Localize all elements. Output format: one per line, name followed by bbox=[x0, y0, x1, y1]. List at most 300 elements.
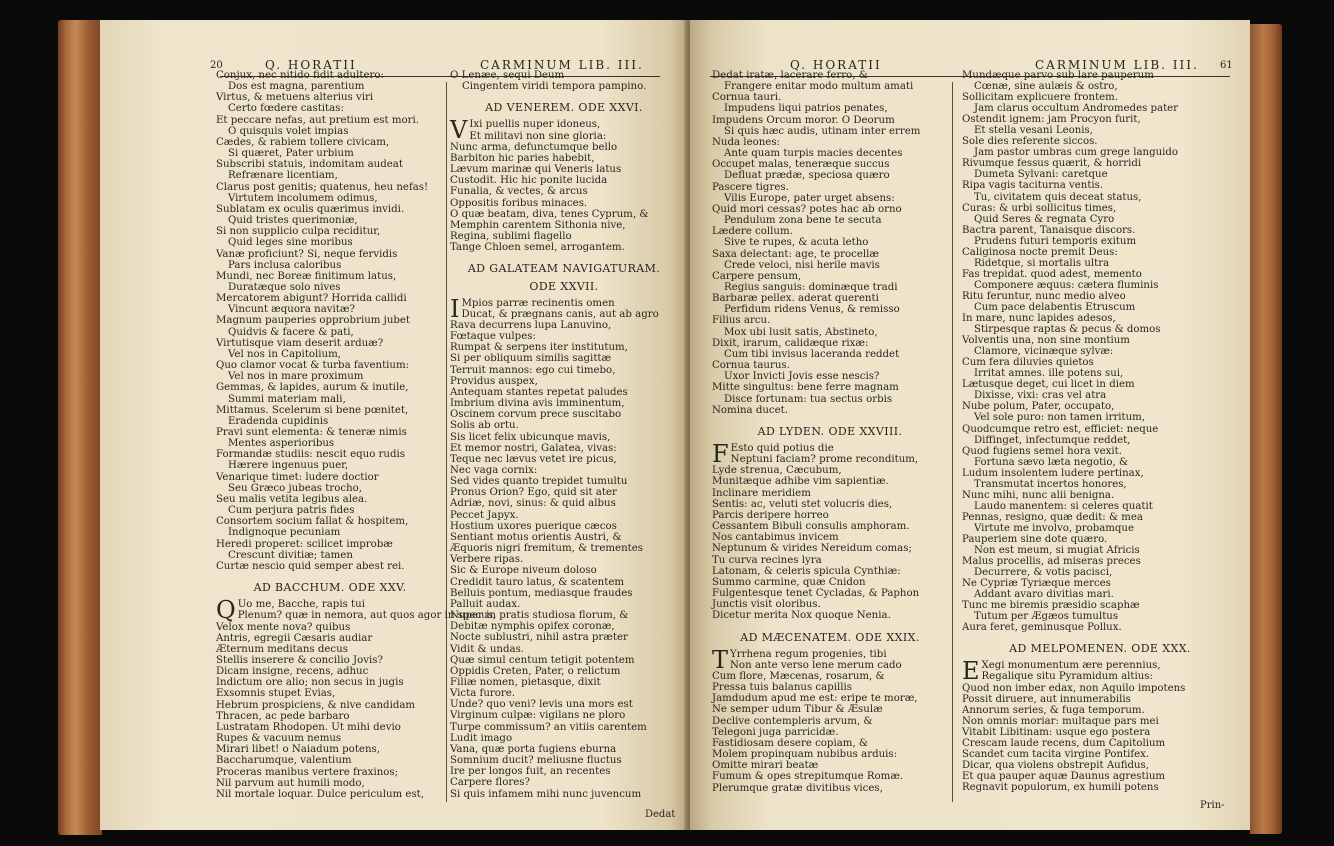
verse-text: Curtæ nescio quid semper abest rei. bbox=[216, 560, 405, 572]
verse-line bbox=[216, 371, 444, 382]
verse-line bbox=[216, 711, 444, 722]
verse-line bbox=[962, 335, 1238, 346]
verse-line bbox=[450, 164, 678, 175]
verse-text: Stellis inserere & concilio Jovis? bbox=[216, 654, 383, 666]
verse-text: Perfidum ridens Venus, & remisso bbox=[724, 304, 900, 316]
verse-line bbox=[712, 215, 948, 226]
verse-text: Lævum marinæ qui Veneris latus bbox=[450, 164, 622, 176]
verse-line bbox=[712, 315, 948, 326]
verse-line bbox=[962, 324, 1238, 335]
verse-line bbox=[450, 454, 678, 465]
running-head-left: Q. HORATII bbox=[265, 58, 357, 72]
verse-text: Barbiton hic paries habebit, bbox=[450, 152, 595, 164]
verse-line bbox=[450, 543, 678, 554]
verse-line bbox=[216, 304, 444, 315]
verse-text: Cum flore, Mæcenas, rosarum, & bbox=[712, 670, 885, 682]
verse-text: Fastidiosam desere copiam, & bbox=[712, 737, 868, 749]
verse-line bbox=[450, 699, 678, 710]
verse-text: Consortem socium fallat & hospitem, bbox=[216, 516, 409, 528]
verse-text: Ripa vagis taciturna ventis. bbox=[962, 180, 1104, 192]
verse-text: Providus auspex, bbox=[450, 375, 538, 387]
verse-line bbox=[216, 405, 444, 416]
verse-text: Adriæ, novi, sinus: & quid albus bbox=[450, 498, 616, 510]
verse-line bbox=[450, 476, 678, 487]
verse-line bbox=[216, 516, 444, 527]
verse-text: Possit diruere, aut innumerabilis bbox=[962, 693, 1131, 705]
verse-text: Dicam insigne, recens, adhuc bbox=[216, 666, 369, 678]
verse-line bbox=[962, 103, 1238, 114]
verse-line bbox=[450, 186, 678, 197]
verse-text: Pennas, resigno, quæ dedit: & mea bbox=[962, 511, 1143, 523]
verse-line bbox=[712, 760, 948, 771]
verse-text: Vanæ proficiunt? Si, neque fervidis bbox=[216, 248, 398, 260]
verse-text: Indignoque pecuniam bbox=[228, 527, 341, 539]
verse-text: Fœtaque vulpes: bbox=[450, 331, 536, 343]
verse-line bbox=[962, 247, 1238, 258]
verse-text: Ne Cypriæ Tyriæque merces bbox=[962, 578, 1111, 590]
verse-text: Lustratam Rhodopen. Ut mihi devio bbox=[216, 721, 401, 733]
verse-text: Sole dies referente siccos. bbox=[962, 136, 1098, 148]
verse-line bbox=[450, 789, 678, 800]
verse-line bbox=[450, 610, 678, 621]
verse-line bbox=[450, 387, 678, 398]
verse-line bbox=[216, 483, 444, 494]
verse-line bbox=[962, 567, 1238, 578]
verse-text: Pascere tigres. bbox=[712, 181, 789, 193]
verse-text: Virtute me involvo, probamque bbox=[974, 522, 1134, 534]
verse-line bbox=[962, 705, 1238, 716]
verse-line bbox=[216, 622, 444, 633]
book-fore-edge-right bbox=[1250, 24, 1282, 834]
verse-line bbox=[962, 313, 1238, 324]
verse-text: Sis licet felix ubicunque mavis, bbox=[450, 431, 611, 443]
verse-line bbox=[216, 610, 497, 622]
verse-line bbox=[450, 242, 678, 253]
verse-text: Irritat amnes. ille potens sui, bbox=[974, 368, 1124, 380]
verse-line bbox=[216, 170, 444, 181]
verse-line bbox=[962, 180, 1238, 191]
verse-text: Virginum culpæ: vigilans ne ploro bbox=[450, 710, 626, 722]
verse-line bbox=[216, 193, 444, 204]
verse-text: Dixisse, vixi: cras vel atra bbox=[974, 390, 1107, 402]
verse-line bbox=[450, 599, 678, 610]
verse-line bbox=[450, 175, 678, 186]
verse-text: Gemmas, & lapides, aurum & inutile, bbox=[216, 382, 409, 394]
verse-line bbox=[712, 170, 948, 181]
drop-cap: F bbox=[712, 440, 729, 468]
verse-line bbox=[450, 432, 678, 443]
verse-line bbox=[450, 755, 678, 766]
verse-text: Lætusque deget, cui licet in diem bbox=[962, 379, 1135, 391]
verse-text: Ante quam turpis macies decentes bbox=[724, 148, 903, 160]
verse-line bbox=[712, 716, 948, 727]
verse-line bbox=[712, 532, 948, 543]
right-page bbox=[690, 20, 1250, 830]
verse-line bbox=[962, 716, 1238, 727]
verse-text: Memphin carentem Sithonia nive, bbox=[450, 219, 626, 231]
verse-text: Impudens Orcum moror. O Deorum bbox=[712, 114, 895, 126]
verse-text: Si non supplicio culpa reciditur, bbox=[216, 226, 381, 238]
verse-text: Ludit imago bbox=[450, 732, 513, 744]
verse-text: Non ante verso lene merum cado bbox=[730, 659, 902, 671]
right-column-2 bbox=[962, 70, 1238, 793]
verse-line bbox=[962, 589, 1238, 600]
verse-text: Parcis deripere horreo bbox=[712, 509, 829, 521]
verse-text: Victa furore. bbox=[450, 688, 516, 700]
verse-text: Saxa delectant: age, te procellæ bbox=[712, 248, 879, 260]
verse-text: Rava decurrens lupa Lanuvino, bbox=[450, 319, 612, 331]
verse-text: Neptunum & virides Nereidum comas; bbox=[712, 543, 912, 555]
verse-line bbox=[216, 416, 444, 427]
verse-line bbox=[712, 137, 948, 148]
page-number: 20 bbox=[210, 60, 223, 71]
verse-text: Laudo manentem: si celeres quatit bbox=[974, 500, 1153, 512]
verse-line bbox=[450, 532, 678, 543]
verse-text: Componere æquus: cætera fluminis bbox=[974, 279, 1159, 291]
verse-text: Barbaræ pellex. aderat querenti bbox=[712, 293, 879, 305]
verse-line bbox=[962, 501, 1238, 512]
verse-line bbox=[962, 457, 1238, 468]
verse-text: Si quis infamem mihi nunc juvencum bbox=[450, 788, 642, 800]
verse-line bbox=[962, 269, 1238, 280]
verse-text: Junctis visit oloribus. bbox=[712, 599, 821, 611]
column-rule bbox=[446, 82, 447, 802]
verse-text: Baccharumque, valentium bbox=[216, 755, 352, 767]
verse-text: Quod fugiens semel hora vexit. bbox=[962, 445, 1122, 457]
verse-text: Caliginosa nocte premit Deus: bbox=[962, 246, 1118, 258]
verse-text: Vana, quæ porta fugiens eburna bbox=[450, 743, 617, 755]
verse-line bbox=[712, 394, 948, 405]
verse-line bbox=[216, 561, 444, 572]
verse-line bbox=[216, 70, 444, 81]
verse-line bbox=[450, 70, 678, 81]
verse-text: Turpe commissum? an vitiis carentem bbox=[450, 721, 647, 733]
verse-line bbox=[962, 125, 1238, 136]
verse-line bbox=[216, 733, 444, 744]
verse-line bbox=[450, 510, 678, 521]
verse-line bbox=[962, 236, 1238, 247]
verse-text: Virtutem incolumem odimus, bbox=[228, 192, 378, 204]
verse-text: Venarique timet: ludere doctior bbox=[216, 471, 379, 483]
verse-line bbox=[962, 738, 1238, 749]
verse-line bbox=[216, 460, 444, 471]
verse-line bbox=[216, 282, 444, 293]
verse-line bbox=[962, 92, 1238, 103]
verse-line bbox=[962, 727, 1238, 738]
verse-line bbox=[216, 226, 444, 237]
drop-cap: Q bbox=[216, 596, 236, 625]
verse-text: Vilis Europe, pater urget absens: bbox=[724, 192, 895, 204]
verse-text: Heredi properet: scilicet improbæ bbox=[216, 538, 393, 550]
verse-line bbox=[962, 412, 1238, 423]
verse-line bbox=[712, 771, 948, 782]
verse-text: O quisquis volet impias bbox=[228, 125, 349, 137]
verse-text: Cornua taurus. bbox=[712, 360, 790, 372]
verse-line bbox=[712, 148, 948, 159]
running-head-right: CARMINUM LIB. III. bbox=[480, 58, 644, 72]
verse-line bbox=[962, 401, 1238, 412]
verse-text: Virtus, & metuens alterius viri bbox=[216, 92, 374, 104]
verse-text: Ire per longos fuit, an recentes bbox=[450, 766, 611, 778]
verse-line bbox=[216, 744, 444, 755]
verse-line bbox=[962, 600, 1238, 611]
verse-text: Cœnæ, sine aulæis & ostro, bbox=[974, 81, 1118, 93]
verse-text: Non est meum, si mugiat Africis bbox=[974, 545, 1140, 557]
verse-text: Credidit tauro latus, & scatentem bbox=[450, 576, 625, 588]
verse-line bbox=[216, 215, 444, 226]
verse-line bbox=[712, 371, 948, 382]
verse-line bbox=[450, 521, 678, 532]
verse-text: Mundæque parvo sub lare pauperum bbox=[962, 70, 1154, 81]
verse-text: Imbrium divina avis imminentum, bbox=[450, 398, 625, 410]
verse-text: Yrrhena regum progenies, tibi bbox=[730, 648, 887, 660]
verse-text: Ostendit ignem: jam Procyon furit, bbox=[962, 114, 1141, 126]
verse-line bbox=[962, 346, 1238, 357]
verse-line bbox=[450, 733, 678, 744]
running-head-left: Q. HORATII bbox=[790, 58, 882, 72]
verse-text: Telegoni juga parricidæ. bbox=[712, 726, 839, 738]
verse-text: Esto quid potius die bbox=[730, 443, 834, 454]
verse-line bbox=[962, 512, 1238, 523]
verse-line bbox=[962, 291, 1238, 302]
verse-line bbox=[450, 409, 678, 420]
verse-text: Prudens futuri temporis exitum bbox=[974, 235, 1137, 247]
verse-text: Mundi, nec Boreæ finitimum latus, bbox=[216, 270, 397, 282]
verse-text: Vitabit Libitinam: usque ego postera bbox=[962, 726, 1151, 738]
verse-text: Indictum ore alio; non secus in jugis bbox=[216, 677, 404, 689]
verse-line bbox=[712, 193, 948, 204]
verse-text: Quodcumque retro est, efficiet: neque bbox=[962, 423, 1159, 435]
verse-text: Solis ab ortu. bbox=[450, 420, 519, 432]
verse-text: Quo clamor vocat & turba faventium: bbox=[216, 360, 410, 372]
verse-line bbox=[962, 390, 1238, 401]
verse-line bbox=[450, 744, 678, 755]
verse-text: Oppidis Creten, Pater, o relictum bbox=[450, 665, 621, 677]
verse-line bbox=[962, 158, 1238, 169]
verse-text: Sentis: ac, veluti stet volucris dies, bbox=[712, 498, 893, 510]
verse-text: Jam clarus occultum Andromedes pater bbox=[974, 103, 1179, 115]
verse-text: Quid tristes querimoniæ, bbox=[228, 215, 358, 227]
verse-line bbox=[216, 394, 444, 405]
verse-line bbox=[216, 472, 444, 483]
verse-line bbox=[962, 578, 1238, 589]
verse-text: Dixit, irarum, calidæque rixæ: bbox=[712, 337, 869, 349]
verse-line bbox=[962, 523, 1238, 534]
verse-text: Munitæque adhibe vim sapientiæ. bbox=[712, 476, 889, 488]
verse-text: Hebrum prospiciens, & nive candidam bbox=[216, 699, 416, 711]
verse-text: Formandæ studiis: nescit equo rudis bbox=[216, 449, 406, 461]
verse-text: Pauperiem sine dote quæro. bbox=[962, 533, 1108, 545]
verse-text: Plenum? quæ in nemora, aut quos agor in specus, bbox=[237, 610, 497, 622]
drop-cap: I bbox=[450, 294, 460, 323]
verse-line bbox=[962, 258, 1238, 269]
verse-line bbox=[962, 490, 1238, 501]
verse-line bbox=[712, 465, 948, 476]
verse-text: Mox ubi lusit satis, Abstineto, bbox=[724, 326, 878, 338]
page-number: 61 bbox=[1220, 60, 1233, 71]
verse-line bbox=[450, 777, 678, 788]
verse-line bbox=[216, 315, 444, 326]
verse-line bbox=[450, 153, 678, 164]
verse-line bbox=[450, 655, 678, 666]
verse-line bbox=[962, 683, 1238, 694]
verse-line bbox=[450, 398, 678, 409]
verse-text: Palluit audax. bbox=[450, 598, 521, 610]
verse-text: Vel nos in mare proximum bbox=[228, 371, 364, 383]
verse-text: Diffinget, infectumque reddet, bbox=[974, 434, 1131, 446]
verse-text: Fulgentesque tenet Cycladas, & Paphon bbox=[712, 588, 920, 600]
verse-text: Antris, egregii Cæsaris audiar bbox=[216, 632, 373, 644]
verse-line bbox=[712, 405, 948, 416]
verse-line bbox=[962, 147, 1238, 158]
verse-line bbox=[712, 488, 948, 499]
verse-text: Omitte mirari beatæ bbox=[712, 760, 819, 772]
verse-text: Scandet cum tacita virgine Pontifex. bbox=[962, 748, 1150, 760]
verse-text: Cingentem viridi tempora pampino. bbox=[462, 81, 647, 93]
verse-line bbox=[216, 505, 444, 516]
verse-line bbox=[450, 498, 678, 509]
verse-line bbox=[712, 92, 948, 103]
verse-line bbox=[216, 633, 444, 644]
verse-line bbox=[216, 137, 444, 148]
verse-text: Quod non imber edax, non Aquilo impotens bbox=[962, 682, 1186, 694]
verse-line bbox=[450, 209, 678, 220]
verse-text: Nos cantabimus invicem bbox=[712, 532, 839, 544]
drop-cap: E bbox=[962, 657, 980, 686]
verse-text: Rivumque fessus quærit, & horridi bbox=[962, 158, 1142, 170]
verse-text: Declive contempleris arvum, & bbox=[712, 715, 873, 727]
verse-text: Mittamus. Scelerum si bene pœnitet, bbox=[216, 404, 409, 416]
verse-line bbox=[450, 320, 678, 331]
verse-line bbox=[450, 465, 678, 476]
verse-text: Crescam laude recens, dum Capitolium bbox=[962, 737, 1166, 749]
verse-line bbox=[216, 237, 444, 248]
verse-text: Cum fera diluvies quietos bbox=[962, 357, 1094, 369]
verse-line bbox=[216, 438, 444, 449]
verse-text: Quid leges sine moribus bbox=[228, 237, 353, 249]
verse-line bbox=[450, 666, 678, 677]
verse-line bbox=[712, 510, 948, 521]
verse-text: Velox mente nova? quibus bbox=[216, 621, 351, 633]
verse-text: Addant avaro divitias mari. bbox=[974, 589, 1114, 601]
verse-line bbox=[450, 688, 678, 699]
verse-text: Tunc me biremis præsidio scaphæ bbox=[962, 600, 1140, 612]
verse-line bbox=[450, 443, 678, 454]
verse-line bbox=[712, 260, 948, 271]
verse-line bbox=[712, 204, 948, 215]
verse-text: Nuper in pratis studiosa florum, & bbox=[450, 610, 629, 622]
verse-text: Si quis hæc audis, utinam inter errem bbox=[724, 125, 921, 137]
verse-line bbox=[712, 360, 948, 371]
verse-line bbox=[962, 70, 1238, 81]
verse-line bbox=[962, 114, 1238, 125]
verse-text: Pendulum zona bene te secuta bbox=[724, 215, 882, 227]
verse-line bbox=[962, 136, 1238, 147]
verse-line bbox=[962, 694, 1238, 705]
verse-text: Dumeta Sylvani: caretque bbox=[974, 169, 1108, 181]
verse-line bbox=[216, 655, 444, 666]
verse-text: Et peccare nefas, aut pretium est mori. bbox=[216, 114, 420, 126]
verse-line bbox=[216, 688, 444, 699]
verse-text: Tange Chloen semel, arrogantem. bbox=[450, 242, 625, 254]
verse-line bbox=[216, 115, 444, 126]
verse-line bbox=[216, 550, 444, 561]
verse-text: Mercatorem abigunt? Horrida callidi bbox=[216, 293, 407, 305]
verse-line bbox=[216, 159, 444, 170]
verse-line bbox=[216, 249, 444, 260]
verse-text: Ne semper udum Tibur & Æsulæ bbox=[712, 704, 883, 716]
verse-line bbox=[216, 126, 444, 137]
verse-line bbox=[712, 577, 948, 588]
column-rule bbox=[952, 82, 953, 802]
verse-line bbox=[450, 220, 678, 231]
verse-text: Tu, civitatem quis deceat status, bbox=[974, 191, 1142, 203]
verse-text: Belluis pontum, mediasque fraudes bbox=[450, 587, 633, 599]
verse-text: Molem propinquam nubibus arduis: bbox=[712, 749, 898, 761]
verse-text: Et memor nostri, Galatea, vivas: bbox=[450, 442, 617, 454]
verse-text: Clamore, vicinæque sylvæ: bbox=[974, 346, 1114, 358]
verse-line bbox=[712, 693, 948, 704]
verse-text: Ridetque, si mortalis ultra bbox=[974, 257, 1110, 269]
verse-text: Lædere collum. bbox=[712, 226, 793, 238]
verse-line bbox=[712, 454, 948, 465]
verse-text: Regalique situ Pyramidum altius: bbox=[981, 671, 1153, 683]
verse-line bbox=[712, 555, 948, 566]
verse-text: Sentiant motus orientis Austri, & bbox=[450, 531, 622, 543]
verse-text: Fumum & opes strepitumque Romæ. bbox=[712, 771, 904, 783]
verse-line bbox=[712, 521, 948, 532]
verse-text: Si per obliquum similis sagittæ bbox=[450, 353, 612, 365]
verse-line bbox=[450, 487, 678, 498]
verse-text: Et qua pauper aquæ Daunus agrestium bbox=[962, 770, 1166, 782]
verse-line bbox=[216, 81, 444, 92]
verse-text: Ixi puellis nuper idoneus, bbox=[469, 119, 601, 131]
verse-text: Carpere flores? bbox=[450, 777, 530, 789]
verse-text: Et militavi non sine gloria: bbox=[469, 130, 607, 142]
left-column-2 bbox=[450, 70, 678, 800]
verse-text: Tu curva recines lyra bbox=[712, 554, 822, 566]
verse-line bbox=[962, 545, 1238, 556]
verse-line bbox=[216, 103, 444, 114]
verse-line bbox=[216, 260, 444, 271]
verse-line bbox=[450, 722, 678, 733]
verse-text: Certo fœdere castitas: bbox=[228, 103, 344, 115]
verse-text: Debitæ nymphis opifex coronæ, bbox=[450, 621, 615, 633]
verse-text: Sublatam ex oculis quærimus invidi. bbox=[216, 203, 405, 215]
verse-text: Antequam stantes repetat paludes bbox=[450, 386, 628, 398]
verse-text: Tutum per Ægæos tumultus bbox=[974, 611, 1119, 623]
verse-line bbox=[712, 115, 948, 126]
verse-text: Ritu feruntur, nunc medio alveo bbox=[962, 290, 1126, 302]
verse-line bbox=[962, 280, 1238, 291]
ode-heading: ODE XXVII. bbox=[529, 279, 599, 293]
verse-line bbox=[712, 727, 948, 738]
verse-line bbox=[216, 349, 444, 360]
verse-line bbox=[712, 237, 948, 248]
verse-text: Mirari libet! o Naiadum potens, bbox=[216, 744, 380, 756]
verse-text: Mitte singultus: bene ferre magnam bbox=[712, 382, 899, 394]
verse-line bbox=[712, 588, 948, 599]
verse-text: Inclinare meridiem bbox=[712, 487, 811, 499]
verse-line bbox=[450, 420, 678, 431]
left-page bbox=[100, 20, 688, 830]
verse-text: Nunc arma, defunctumque bello bbox=[450, 141, 618, 153]
verse-text: Defluat prædæ, speciosa quæro bbox=[724, 170, 890, 182]
verse-text: Refrænare licentiam, bbox=[228, 170, 338, 182]
verse-text: Æternum meditans decus bbox=[216, 643, 348, 655]
verse-line bbox=[962, 81, 1238, 92]
verse-text: Dicar, qua violens obstrepit Aufidus, bbox=[962, 759, 1149, 771]
